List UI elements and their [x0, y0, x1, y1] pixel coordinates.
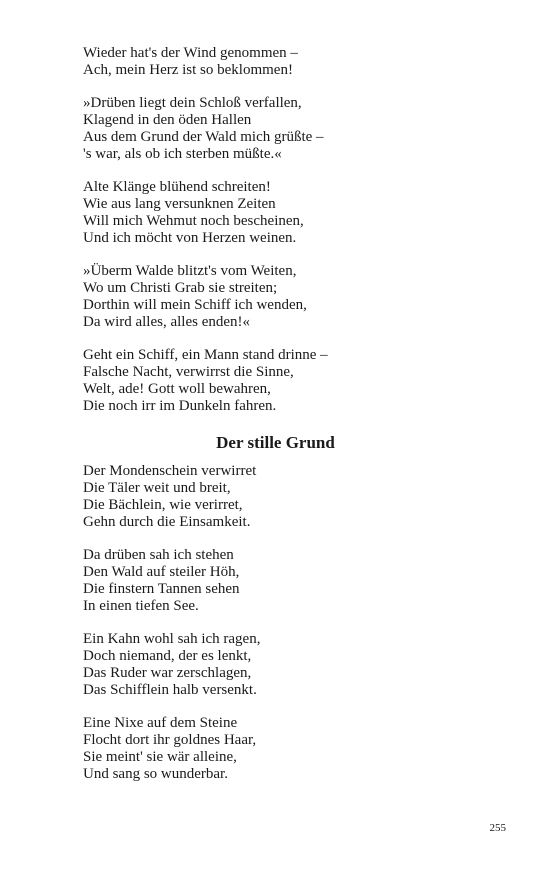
verse-line: Alte Klänge blühend schreiten!	[83, 179, 271, 195]
verse-line: Ein Kahn wohl sah ich ragen,	[83, 631, 261, 647]
first-poem	[83, 45, 483, 415]
verse-line: Gehn durch die Einsamkeit.	[83, 514, 251, 530]
page-number: 255	[489, 822, 506, 834]
stanza	[83, 547, 483, 615]
verse-line: Den Wald auf steiler Höh,	[83, 564, 240, 580]
verse-line: Klagend in den öden Hallen	[83, 112, 252, 128]
verse-line: 's war, als ob ich sterben müßte.«	[83, 146, 282, 162]
verse-line: Das Ruder war zerschlagen,	[83, 665, 252, 681]
stanza	[83, 347, 483, 415]
verse-line: »Überm Walde blitzt's vom Weiten,	[83, 263, 297, 279]
verse-line: Dorthin will mein Schiff ich wenden,	[83, 297, 307, 313]
verse-line: Wo um Christi Grab sie streiten;	[83, 280, 278, 296]
verse-line: Flocht dort ihr goldnes Haar,	[83, 732, 257, 748]
second-poem	[83, 463, 483, 783]
verse-line: Und ich möcht von Herzen weinen.	[83, 230, 297, 246]
page-text	[83, 45, 483, 783]
verse-line: Geht ein Schiff, ein Mann stand drinne –	[83, 347, 328, 363]
verse-line: Die Täler weit und breit,	[83, 480, 231, 496]
stanza	[83, 463, 483, 531]
verse-line: Welt, ade! Gott woll bewahren,	[83, 381, 271, 397]
verse-line: Sie meint' sie wär alleine,	[83, 749, 237, 765]
verse-line: Wie aus lang versunknen Zeiten	[83, 196, 276, 212]
stanza	[83, 715, 483, 783]
verse-line: Und sang so wunderbar.	[83, 766, 228, 782]
verse-line: Der Mondenschein verwirret	[83, 463, 257, 479]
verse-line: Die noch irr im Dunkeln fahren.	[83, 398, 277, 414]
stanza	[83, 631, 483, 699]
verse-line: Aus dem Grund der Wald mich grüßte –	[83, 129, 324, 145]
verse-line: In einen tiefen See.	[83, 598, 199, 614]
stanza	[83, 263, 483, 331]
verse-line: Eine Nixe auf dem Steine	[83, 715, 238, 731]
stanza	[83, 179, 483, 247]
stanza	[83, 95, 483, 163]
verse-line: Falsche Nacht, verwirrst die Sinne,	[83, 364, 294, 380]
verse-line: Wieder hat's der Wind genommen –	[83, 45, 298, 61]
verse-line: Ach, mein Herz ist so beklommen!	[83, 62, 293, 78]
verse-line: Das Schifflein halb versenkt.	[83, 682, 257, 698]
verse-line: Da wird alles, alles enden!«	[83, 314, 251, 330]
verse-line: »Drüben liegt dein Schloß verfallen,	[83, 95, 302, 111]
verse-line: Da drüben sah ich stehen	[83, 547, 234, 563]
verse-line: Doch niemand, der es lenkt,	[83, 648, 252, 664]
verse-line: Die Bächlein, wie verirret,	[83, 497, 243, 513]
stanza	[83, 45, 483, 79]
poem-title: Der stille Grund	[216, 433, 335, 452]
verse-line: Will mich Wehmut noch bescheinen,	[83, 213, 304, 229]
verse-line: Die finstern Tannen sehen	[83, 581, 240, 597]
